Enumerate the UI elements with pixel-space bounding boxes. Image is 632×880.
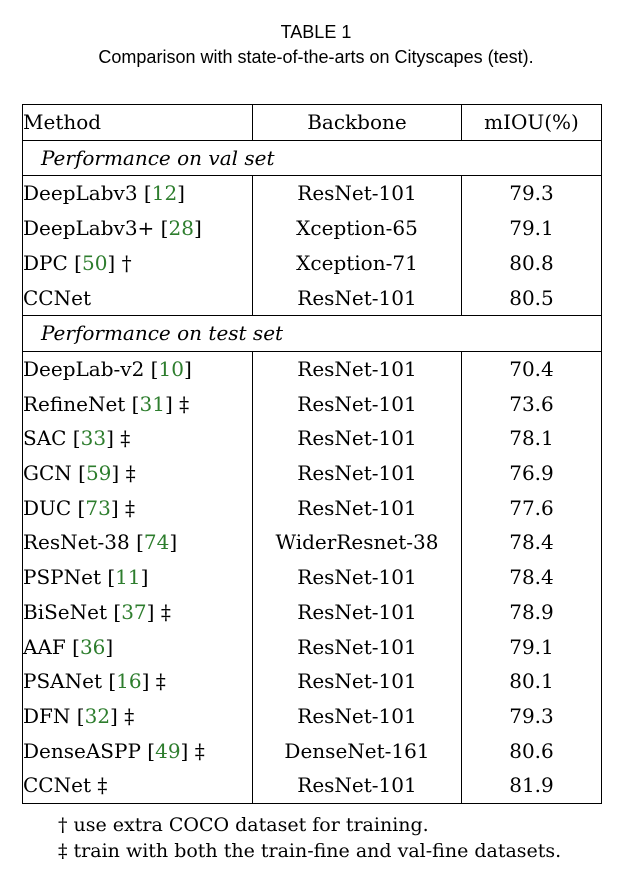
- method-cell: AAF [36]: [23, 630, 253, 665]
- table-row: [23, 525, 602, 560]
- table-row: [23, 456, 602, 491]
- miou-cell: 76.9: [462, 456, 602, 491]
- method-name: DUC: [23, 495, 72, 520]
- citation-link[interactable]: 50: [81, 250, 108, 275]
- miou-cell: 78.9: [462, 595, 602, 630]
- miou-cell: 80.6: [462, 734, 602, 769]
- backbone-cell: DenseNet-161: [253, 734, 462, 769]
- method-cell: GCN [59] ‡: [23, 456, 253, 491]
- section-header-row: [23, 140, 602, 176]
- miou-cell: 79.1: [462, 630, 602, 665]
- citation-link[interactable]: 33: [80, 426, 107, 451]
- backbone-cell: WiderResnet-38: [253, 525, 462, 560]
- table-row: [23, 491, 602, 526]
- backbone-cell: ResNet-101: [253, 630, 462, 665]
- citation-link[interactable]: 74: [143, 530, 170, 555]
- section-title: Performance on val set: [23, 140, 602, 176]
- method-name: DenseASPP: [23, 738, 141, 763]
- method-cell: RefineNet [31] ‡: [23, 387, 253, 422]
- method-cell: DUC [73] ‡: [23, 491, 253, 526]
- method-name: SAC: [23, 426, 67, 451]
- method-cell: DenseASPP [49] ‡: [23, 734, 253, 769]
- method-cell: DPC [50] †: [23, 246, 253, 281]
- table-row: [23, 246, 602, 281]
- miou-cell: 81.9: [462, 768, 602, 803]
- backbone-cell: ResNet-101: [253, 664, 462, 699]
- footnote-dagger: † use extra COCO dataset for training.: [58, 814, 429, 836]
- table-label: TABLE 1: [280, 22, 352, 42]
- backbone-cell: Xception-65: [253, 211, 462, 246]
- miou-cell: 80.1: [462, 664, 602, 699]
- method-cell: DeepLabv3 [12]: [23, 176, 253, 211]
- table-body: [23, 140, 602, 803]
- citation-link[interactable]: 73: [85, 495, 111, 520]
- footnote-mark: ‡: [124, 703, 135, 728]
- results-table: [22, 104, 602, 804]
- backbone-cell: ResNet-101: [253, 491, 462, 526]
- header-backbone: Backbone: [253, 105, 462, 141]
- miou-cell: 79.1: [462, 211, 602, 246]
- method-cell: ResNet-38 [74]: [23, 525, 253, 560]
- method-name: BiSeNet: [23, 599, 108, 624]
- citation-link[interactable]: 31: [139, 391, 165, 416]
- citation-link[interactable]: 11: [115, 565, 141, 590]
- footnote-mark: †: [121, 250, 132, 275]
- miou-cell: 80.8: [462, 246, 602, 281]
- citation-link[interactable]: 49: [155, 738, 181, 763]
- citation-link[interactable]: 37: [121, 599, 147, 624]
- citation-link[interactable]: 12: [151, 181, 178, 206]
- method-cell: PSANet [16] ‡: [23, 664, 253, 699]
- backbone-cell: ResNet-101: [253, 699, 462, 734]
- table-row: [23, 595, 602, 630]
- method-cell: [23, 768, 253, 803]
- method-name: AAF: [23, 634, 66, 659]
- citation-link[interactable]: 16: [116, 669, 142, 694]
- table-row: [23, 387, 602, 422]
- citation-link[interactable]: 32: [84, 703, 111, 728]
- method-name: CCNet: [23, 285, 91, 310]
- footnote-mark: ‡: [120, 426, 131, 451]
- header-method: Method: [23, 105, 253, 141]
- method-cell: DFN [32] ‡: [23, 699, 253, 734]
- backbone-cell: ResNet-101: [253, 281, 462, 316]
- table-row: [23, 351, 602, 386]
- method-name: ResNet-38: [23, 530, 130, 555]
- method-name: GCN: [23, 461, 72, 486]
- footnote-mark: ‡: [160, 599, 171, 624]
- table-row: [23, 281, 602, 316]
- method-cell: DeepLabv3+ [28]: [23, 211, 253, 246]
- backbone-cell: ResNet-101: [253, 456, 462, 491]
- backbone-cell: ResNet-101: [253, 768, 462, 803]
- citation-link[interactable]: 28: [168, 216, 194, 241]
- backbone-cell: ResNet-101: [253, 595, 462, 630]
- backbone-cell: ResNet-101: [253, 421, 462, 456]
- footnote-mark: ‡: [125, 461, 136, 486]
- miou-cell: 73.6: [462, 387, 602, 422]
- header-row: [23, 105, 602, 141]
- footnote-mark: ‡: [194, 738, 205, 763]
- footnote-mark: ‡: [97, 773, 108, 798]
- method-cell: DeepLab-v2 [10]: [23, 351, 253, 386]
- citation-link[interactable]: 36: [79, 634, 106, 659]
- table-row: [23, 560, 602, 595]
- method-name: DeepLabv3: [23, 181, 138, 206]
- miou-cell: 78.1: [462, 421, 602, 456]
- table-row: [23, 630, 602, 665]
- backbone-cell: ResNet-101: [253, 176, 462, 211]
- miou-cell: 79.3: [462, 176, 602, 211]
- citation-link[interactable]: 10: [158, 356, 184, 381]
- method-cell: [23, 281, 253, 316]
- citation-link[interactable]: 59: [85, 461, 112, 486]
- table-row: [23, 176, 602, 211]
- method-name: DeepLabv3+: [23, 216, 155, 241]
- table-row: [23, 699, 602, 734]
- footnote-double-dagger: ‡ train with both the train-fine and val-fine datasets.: [58, 840, 562, 862]
- method-cell: BiSeNet [37] ‡: [23, 595, 253, 630]
- backbone-cell: ResNet-101: [253, 351, 462, 386]
- table-row: [23, 664, 602, 699]
- footnotes: [58, 812, 561, 864]
- method-cell: PSPNet [11]: [23, 560, 253, 595]
- miou-cell: 79.3: [462, 699, 602, 734]
- table-row: [23, 734, 602, 769]
- table-row: [23, 768, 602, 803]
- method-name: DFN: [23, 703, 71, 728]
- method-cell: SAC [33] ‡: [23, 421, 253, 456]
- table-row: [23, 421, 602, 456]
- miou-cell: 77.6: [462, 491, 602, 526]
- backbone-cell: ResNet-101: [253, 387, 462, 422]
- footnote-mark: ‡: [179, 391, 190, 416]
- section-title: Performance on test set: [23, 316, 602, 352]
- miou-cell: 78.4: [462, 560, 602, 595]
- backbone-cell: Xception-71: [253, 246, 462, 281]
- footnote-mark: ‡: [125, 495, 135, 520]
- section-header-row: [23, 316, 602, 352]
- header-miou: mIOU(%): [462, 105, 602, 141]
- table-caption: Comparison with state-of-the-arts on Cityscapes (test).: [98, 47, 534, 67]
- method-name: PSPNet: [23, 565, 101, 590]
- method-name: CCNet: [23, 773, 91, 798]
- method-name: DPC: [23, 250, 68, 275]
- method-name: PSANet: [23, 669, 102, 694]
- miou-cell: 78.4: [462, 525, 602, 560]
- table-row: [23, 211, 602, 246]
- method-name: RefineNet: [23, 391, 126, 416]
- backbone-cell: ResNet-101: [253, 560, 462, 595]
- method-name: DeepLab-v2: [23, 356, 145, 381]
- miou-cell: 70.4: [462, 351, 602, 386]
- footnote-mark: ‡: [155, 669, 166, 694]
- miou-cell: 80.5: [462, 281, 602, 316]
